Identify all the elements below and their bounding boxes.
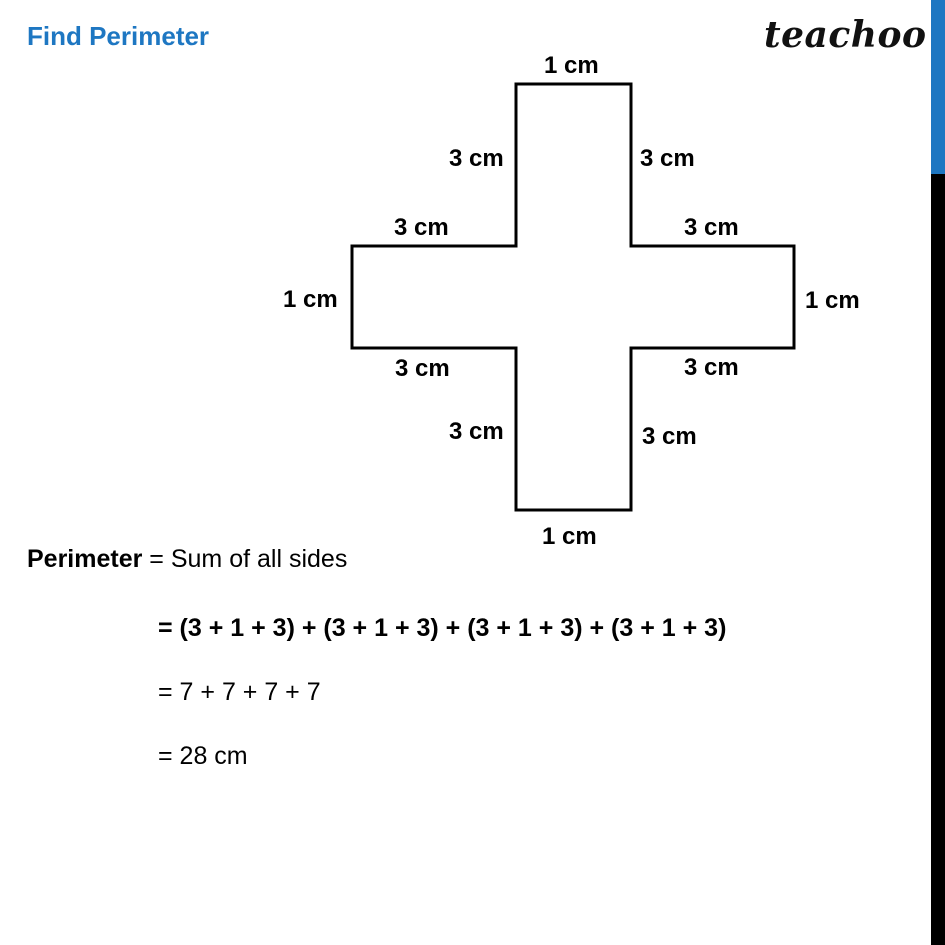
label-top-arm-left: 3 cm bbox=[449, 145, 504, 172]
solution-line-4: = 28 cm bbox=[158, 742, 248, 770]
label-right-arm-bottom: 3 cm bbox=[684, 354, 739, 381]
solution-line-1 bbox=[27, 545, 347, 574]
label-left-arm-bottom: 3 cm bbox=[395, 355, 450, 382]
perimeter-definition: = Sum of all sides bbox=[142, 545, 348, 573]
plus-shape-outline bbox=[352, 84, 794, 510]
page-title: Find Perimeter bbox=[27, 21, 210, 51]
label-bottom: 1 cm bbox=[542, 523, 597, 550]
label-bottom-arm-right: 3 cm bbox=[642, 423, 697, 450]
label-top: 1 cm bbox=[544, 52, 599, 79]
solution-line-3: = 7 + 7 + 7 + 7 bbox=[158, 678, 321, 706]
label-top-arm-right: 3 cm bbox=[640, 145, 695, 172]
label-right-end: 1 cm bbox=[805, 287, 860, 314]
label-left-arm-top: 3 cm bbox=[394, 214, 449, 241]
label-bottom-arm-left: 3 cm bbox=[449, 418, 504, 445]
teachoo-logo: teachoo bbox=[764, 14, 927, 56]
label-right-arm-top: 3 cm bbox=[684, 214, 739, 241]
label-left-end: 1 cm bbox=[283, 286, 338, 313]
solution-line-2: = (3 + 1 + 3) + (3 + 1 + 3) + (3 + 1 + 3) + (3 + 1 + 3) bbox=[158, 614, 727, 642]
perimeter-term: Perimeter bbox=[27, 545, 143, 573]
